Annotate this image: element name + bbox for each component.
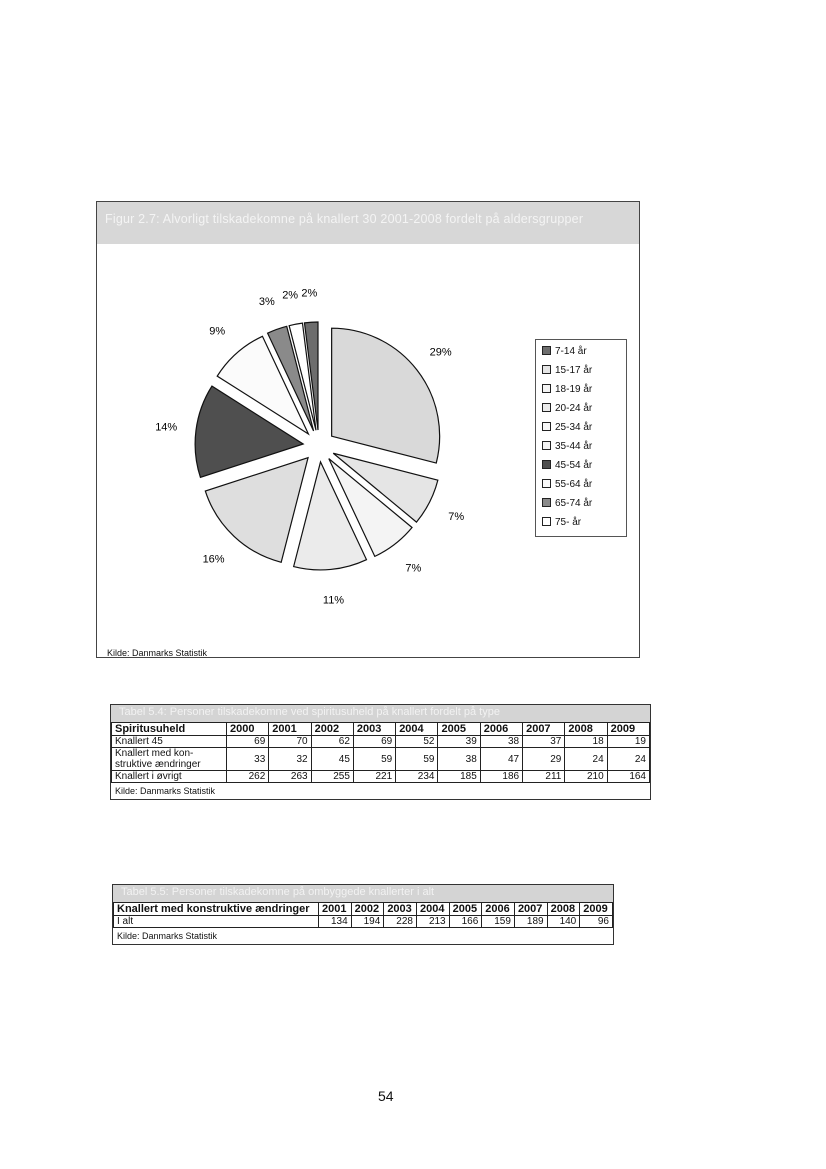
table2-title: Tabel 5.5: Personer tilskadekomne på ombyggede knallerter i alt [121,886,435,898]
table-cell: 186 [480,771,522,783]
table-header-cell: 2006 [480,723,522,736]
table-row [112,748,650,771]
table-header-cell: 2007 [523,723,565,736]
legend-swatch [542,517,551,526]
pie-slice-label: 16% [202,553,225,566]
legend-item [542,403,592,414]
table-cell: 33 [227,748,269,771]
table-cell: 221 [353,771,395,783]
table-konstruktive [112,884,614,945]
table-cell: 18 [565,736,607,748]
legend-swatch [542,346,551,355]
legend-label: 75- år [555,517,582,528]
table-cell: 255 [311,771,353,783]
table-header-row [112,723,650,736]
table-header-cell: 2001 [269,723,311,736]
legend-label: 15-17 år [555,365,593,376]
pie-slice-label: 3% [258,296,275,309]
table-cell: 189 [514,916,547,928]
table-cell: 52 [396,736,438,748]
legend-item [542,460,592,471]
table-header-cell: 2008 [565,723,607,736]
figure-title: Figur 2.7: Alvorligt tilskadekomne på knallert 30 2001-2008 fordelt på aldersgrupper [105,212,584,226]
table-cell: 32 [269,748,311,771]
legend-swatch [542,365,551,374]
legend-label: 20-24 år [555,403,593,414]
table-cell: 59 [396,748,438,771]
legend-item [542,384,592,395]
table-header-cell: 2002 [311,723,353,736]
pie-slice-label: 2% [282,289,299,302]
pie-slice-label: 2% [301,287,318,300]
table-cell: 69 [353,736,395,748]
table-cell: 166 [449,916,482,928]
table-cell: 37 [523,736,565,748]
legend-label: 55-64 år [555,479,593,490]
table-header-cell: 2004 [396,723,438,736]
table-header-row [114,903,613,916]
table-cell: 164 [607,771,649,783]
chart-legend [535,339,627,537]
table-cell: 45 [311,748,353,771]
legend-label: 65-74 år [555,498,593,509]
table-cell: 134 [319,916,352,928]
table2-source: Kilde: Danmarks Statistik [117,931,218,941]
legend-swatch [542,403,551,412]
pie-slice-label: 11% [322,594,345,607]
legend-item [542,498,592,509]
table-cell: 228 [384,916,417,928]
table-row [114,916,613,928]
figure-source: Kilde: Danmarks Statistik [107,648,208,658]
legend-item [542,422,592,433]
table-row [112,736,650,748]
table-header-cell: 2008 [547,903,580,916]
table-header-cell: 2003 [384,903,417,916]
table-header-cell: 2009 [607,723,649,736]
legend-item [542,517,581,528]
table-header-cell: 2000 [227,723,269,736]
pie-slice [202,458,308,566]
pie-slice-label: 14% [155,421,178,434]
pie-slice-label: 29% [429,346,452,359]
table-header-cell: 2002 [351,903,384,916]
table-header-cell: Knallert med konstruktive ændringer [114,903,319,916]
table-row-label: Knallert 45 [112,736,227,748]
legend-label: 45-54 år [555,460,593,471]
table2-title-bar [113,885,613,902]
table-cell: 140 [547,916,580,928]
legend-swatch [542,498,551,507]
table-header-cell: 2006 [482,903,515,916]
table-cell: 62 [311,736,353,748]
table-row-label: I alt [114,916,319,928]
table-row-label: Knallert med kon-struktive ændringer [112,748,227,771]
table-cell: 262 [227,771,269,783]
table1-title-bar [111,705,650,722]
table-row-label: Knallert i øvrigt [112,771,227,783]
table-header-cell: 2007 [514,903,547,916]
legend-swatch [542,479,551,488]
table1-grid [111,722,650,783]
pie-slice-label: 7% [405,562,422,575]
table-cell: 70 [269,736,311,748]
legend-swatch [542,384,551,393]
table-spiritusuheld [110,704,651,800]
legend-label: 25-34 år [555,422,593,433]
legend-item [542,346,587,357]
table-cell: 19 [607,736,649,748]
page-number: 54 [378,1088,394,1104]
table-cell: 69 [227,736,269,748]
table-header-cell: 2004 [416,903,449,916]
table1-title: Tabel 5.4: Personer tilskadekomne ved spiritusuheld på knallert fordelt på type [119,706,500,718]
legend-swatch [542,460,551,469]
table-cell: 213 [416,916,449,928]
table-header-cell: 2005 [438,723,480,736]
table-cell: 194 [351,916,384,928]
legend-item [542,441,592,452]
table-cell: 38 [480,736,522,748]
table1-source: Kilde: Danmarks Statistik [115,786,216,796]
table-cell: 210 [565,771,607,783]
table2-grid [113,902,613,928]
legend-label: 7-14 år [555,346,587,357]
legend-item [542,365,592,376]
table-cell: 47 [480,748,522,771]
table-cell: 159 [482,916,515,928]
table-cell: 24 [607,748,649,771]
table-cell: 29 [523,748,565,771]
table-cell: 234 [396,771,438,783]
pie-slice-label: 7% [448,510,465,523]
table-cell: 38 [438,748,480,771]
table-cell: 211 [523,771,565,783]
legend-item [542,479,592,490]
legend-swatch [542,422,551,431]
table-cell: 39 [438,736,480,748]
table-header-cell: 2005 [449,903,482,916]
pie-slice [332,328,440,463]
table-header-cell: 2003 [353,723,395,736]
table-cell: 59 [353,748,395,771]
pie-slice-label: 9% [209,325,226,338]
table-cell: 185 [438,771,480,783]
table-row [112,771,650,783]
legend-label: 35-44 år [555,441,593,452]
pie-figure [96,201,640,658]
table-header-cell: 2001 [319,903,352,916]
table-cell: 24 [565,748,607,771]
legend-label: 18-19 år [555,384,593,395]
table-header-cell: 2009 [580,903,613,916]
legend-swatch [542,441,551,450]
table-header-cell: Spiritusuheld [112,723,227,736]
table-cell: 263 [269,771,311,783]
table-cell: 96 [580,916,613,928]
